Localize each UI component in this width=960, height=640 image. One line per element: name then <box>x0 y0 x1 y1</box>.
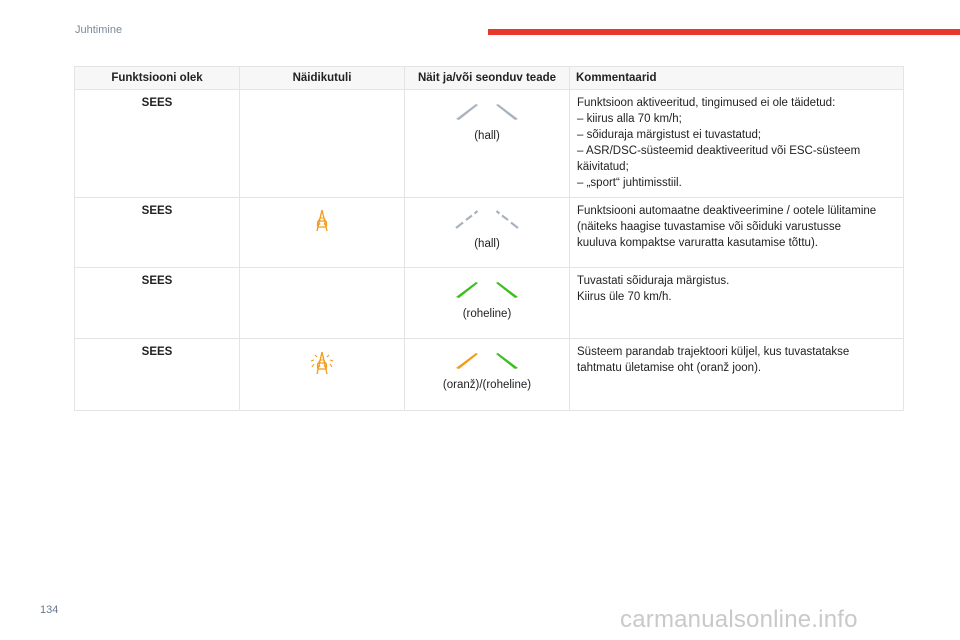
comment-line: – kiirus alla 70 km/h; <box>577 113 682 125</box>
lane-line-right <box>496 104 518 120</box>
comment-line: tahtmatu ületamise oht (oranž joon). <box>577 362 762 374</box>
comment-line: Süsteem parandab trajektoori küljel, kus tuvastatakse <box>577 346 850 358</box>
comment-line: (näiteks haagise tuvastamise või sõiduki varustusse <box>577 221 841 233</box>
display-cell <box>405 198 570 268</box>
display-caption: (oranž)/(roheline) <box>442 379 532 391</box>
display-caption: (hall) <box>474 238 500 250</box>
table-row <box>75 268 904 339</box>
display-caption: (roheline) <box>462 308 512 320</box>
display-caption: (hall) <box>474 130 500 142</box>
lane-line-left <box>456 211 478 228</box>
page-number: 134 <box>40 604 59 616</box>
section-accent-bar <box>488 29 960 35</box>
table-row <box>75 339 904 411</box>
state-cell: SEES <box>75 198 240 268</box>
lane-line-left <box>456 104 478 120</box>
table-header-row <box>75 67 904 90</box>
orange-lane-warning-icon <box>308 206 336 234</box>
comment-line: kuuluva kompaktse varuratta kasutamise tõttu). <box>577 237 818 249</box>
indicator-cell <box>240 339 405 411</box>
indicator-table <box>74 66 904 411</box>
comment-line: Funktsiooni automaatne deaktiveerimine / ootele lülitamine <box>577 205 877 217</box>
column-header-state: Funktsiooni olek <box>75 67 240 90</box>
column-header-display: Näit ja/või seonduv teade <box>405 67 570 90</box>
comment-line: – ASR/DSC-süsteemid deaktiveeritud või ESC-süsteem <box>577 145 861 157</box>
lane-lines-green-icon <box>452 278 522 300</box>
display-cell <box>405 339 570 411</box>
section-title: Juhtimine <box>75 24 123 36</box>
state-cell: SEES <box>75 268 240 339</box>
lane-lines-orange-green-icon <box>452 349 522 371</box>
indicator-cell <box>240 198 405 268</box>
column-header-comment: Kommentaarid <box>570 67 904 90</box>
display-cell <box>405 90 570 198</box>
lane-line-right <box>496 282 518 298</box>
table-row <box>75 198 904 268</box>
indicator-cell-empty <box>240 90 405 198</box>
comment-line: – „sport“ juhtimisstiil. <box>577 177 682 189</box>
comment-line: – sõiduraja märgistust ei tuvastatud; <box>577 129 762 141</box>
state-cell: SEES <box>75 339 240 411</box>
orange-lane-warning-active-icon <box>307 347 337 377</box>
lane-line-right <box>496 353 518 369</box>
column-header-indicator: Näidikutuli <box>240 67 405 90</box>
comment-cell <box>570 339 904 411</box>
comment-cell <box>570 198 904 268</box>
table-row <box>75 90 904 198</box>
lane-lines-grey-dashed-icon <box>452 208 522 230</box>
lane-line-left <box>456 353 478 369</box>
watermark: carmanualsonline.info <box>620 606 858 633</box>
lane-lines-grey-icon <box>452 100 522 122</box>
lane-line-left <box>456 282 478 298</box>
comment-line: käivitatud; <box>577 161 629 173</box>
state-cell: SEES <box>75 90 240 198</box>
comment-line: Kiirus üle 70 km/h. <box>577 291 672 303</box>
display-cell <box>405 268 570 339</box>
comment-cell <box>570 268 904 339</box>
comment-line: Tuvastati sõiduraja märgistus. <box>577 275 730 287</box>
indicator-cell-empty <box>240 268 405 339</box>
comment-line: Funktsioon aktiveeritud, tingimused ei ole täidetud: <box>577 97 836 109</box>
lane-line-right <box>497 211 519 228</box>
comment-cell <box>570 90 904 198</box>
